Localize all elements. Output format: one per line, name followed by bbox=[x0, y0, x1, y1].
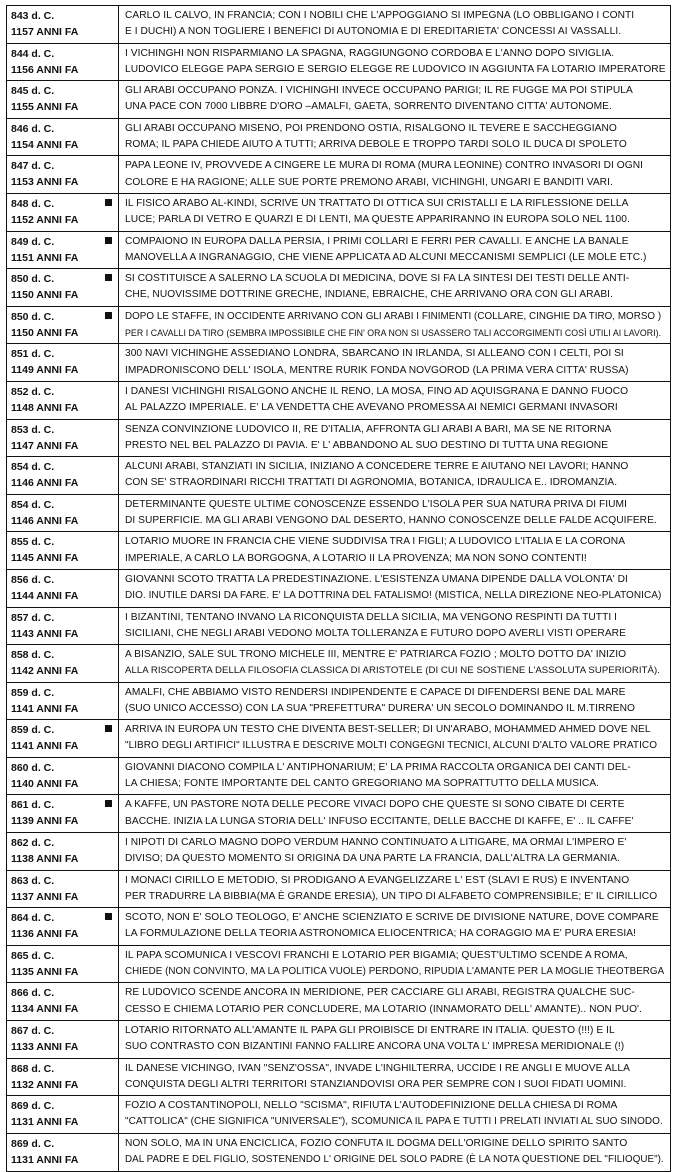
year-label: 865 d. C. bbox=[11, 949, 55, 962]
years-ago-label: 1140 ANNI FA bbox=[11, 777, 79, 790]
event-text-cell bbox=[119, 983, 670, 1020]
year-label: 864 d. C. bbox=[11, 912, 55, 925]
year-label: 859 d. C. bbox=[11, 724, 55, 737]
event-text-cell bbox=[119, 457, 670, 494]
years-ago-label: 1151 ANNI FA bbox=[11, 251, 79, 264]
years-ago-label: 1134 ANNI FA bbox=[11, 1003, 79, 1016]
year-label: 849 d. C. bbox=[11, 235, 55, 248]
timeline-row bbox=[7, 833, 670, 871]
square-bullet-icon bbox=[105, 800, 112, 807]
years-ago-label: 1153 ANNI FA bbox=[11, 176, 79, 189]
years-ago-label: 1150 ANNI FA bbox=[11, 326, 79, 339]
date-cell bbox=[7, 1059, 119, 1096]
date-cell bbox=[7, 683, 119, 720]
years-ago-label: 1138 ANNI FA bbox=[11, 853, 79, 866]
date-cell bbox=[7, 344, 119, 381]
years-ago-label: 1142 ANNI FA bbox=[11, 665, 79, 678]
event-line-1: SI COSTITUISCE A SALERNO LA SCUOLA DI MEDICINA, DOVE SI FA LA SINTESI DEI TESTI DELLE ANTI- bbox=[125, 273, 630, 285]
year-label: 862 d. C. bbox=[11, 837, 55, 850]
date-cell bbox=[7, 795, 119, 832]
timeline-row bbox=[7, 156, 670, 194]
year-label: 850 d. C. bbox=[11, 273, 55, 286]
timeline-table bbox=[6, 5, 671, 1172]
year-label: 854 d. C. bbox=[11, 498, 55, 511]
event-line-2: BACCHE. INIZIA LA LUNGA STORIA DELL' INFUSO ECCITANTE, DELLE BACCHE DI KAFFE, E' .. IL CAFFE' bbox=[125, 815, 634, 827]
square-bullet-icon bbox=[105, 312, 112, 319]
event-line-1: A KAFFE, UN PASTORE NOTA DELLE PECORE VIVACI DOPO CHE QUESTE SI SONO CIBATE DI CERTE bbox=[125, 799, 625, 811]
event-line-1: I DANESI VICHINGHI RISALGONO ANCHE IL RENO, LA MOSA, FINO AD AQUISGRANA E DANNO FUOCO bbox=[125, 385, 629, 397]
timeline-row bbox=[7, 344, 670, 382]
years-ago-label: 1154 ANNI FA bbox=[11, 138, 79, 151]
date-cell bbox=[7, 833, 119, 870]
year-label: 867 d. C. bbox=[11, 1025, 55, 1038]
timeline-row bbox=[7, 720, 670, 758]
date-cell bbox=[7, 6, 119, 43]
timeline-row bbox=[7, 1021, 670, 1059]
event-line-1: AMALFI, CHE ABBIAMO VISTO RENDERSI INDIPENDENTE E CAPACE DI DIFENDERSI BENE DAL MARE bbox=[125, 686, 626, 698]
event-text-cell bbox=[119, 532, 670, 569]
years-ago-label: 1146 ANNI FA bbox=[11, 514, 79, 527]
event-line-2: LA CHIESA; FONTE IMPORTANTE DEL CANTO GREGORIANO MA SOPRATTUTTO DELLA MUSICA. bbox=[125, 778, 600, 790]
event-line-2: "LIBRO DEGLI ARTIFICI" ILLUSTRA E DESCRIVE MOLTI CONGEGNI TECNICI, ALCUNI D'ALTO VALORE PRATICO bbox=[125, 740, 658, 752]
years-ago-label: 1149 ANNI FA bbox=[11, 364, 79, 377]
event-line-1: A BISANZIO, SALE SUL TRONO MICHELE III, MENTRE E' PATRIARCA FOZIO ; MOLTO DOTTO DA' INIZIO bbox=[125, 649, 627, 661]
timeline-row bbox=[7, 871, 670, 909]
timeline-row bbox=[7, 44, 670, 82]
event-line-1: LOTARIO MUORE IN FRANCIA CHE VIENE SUDDIVISA TRA I FIGLI; A LUDOVICO L'ITALIA E LA CORONA bbox=[125, 536, 626, 548]
year-label: 854 d. C. bbox=[11, 461, 55, 474]
event-line-2: PER TRADURRE LA BIBBIA(MA È GRANDE ERESIA), UN TIPO DI ALFABETO COMPRENSIBILE; E' IL CIRILLICO bbox=[125, 890, 658, 902]
years-ago-label: 1133 ANNI FA bbox=[11, 1041, 79, 1054]
timeline-row bbox=[7, 758, 670, 796]
event-text-cell bbox=[119, 81, 670, 118]
date-cell bbox=[7, 946, 119, 983]
event-line-1: SCOTO, NON E' SOLO TEOLOGO, E' ANCHE SCIENZIATO E SCRIVE DE DIVISIONE NATURE, DOVE COMPARE bbox=[125, 912, 659, 924]
event-line-2: PER I CAVALLI DA TIRO (SEMBRA IMPOSSIBILE CHE FIN' ORA NON SI USASSERO TALI ACCORGIMENTI COSÌ UTILI AI LAVORI). bbox=[125, 327, 662, 338]
timeline-row bbox=[7, 532, 670, 570]
event-text-cell bbox=[119, 232, 670, 269]
event-text-cell bbox=[119, 795, 670, 832]
event-text-cell bbox=[119, 758, 670, 795]
event-line-2: ALLA RISCOPERTA DELLA FILOSOFIA CLASSICA DI ARISTOTELE (DI CUI NE SOSTIENE L'ASSOLUTA SUPERIORITÀ). bbox=[125, 665, 660, 677]
event-text-cell bbox=[119, 269, 670, 306]
years-ago-label: 1143 ANNI FA bbox=[11, 627, 79, 640]
event-line-2: IMPADRONISCONO DELL' ISOLA, MENTRE RURIK FONDA NOVGOROD (LA PRIMA VERA CITTA' RUSSA) bbox=[125, 364, 629, 376]
date-cell bbox=[7, 269, 119, 306]
event-text-cell bbox=[119, 645, 670, 682]
date-cell bbox=[7, 232, 119, 269]
timeline-row bbox=[7, 570, 670, 608]
event-text-cell bbox=[119, 1059, 670, 1096]
event-line-1: I BIZANTINI, TENTANO INVANO LA RICONQUISTA DELLA SICILIA, MA VENGONO RESPINTI DA TUTTI I bbox=[125, 611, 617, 623]
event-line-2: LUCE; PARLA DI VETRO E QUARZI E DI LENTI, MA QUESTE APPARIRANNO IN EUROPA SOLO NEL 1100. bbox=[125, 214, 630, 226]
years-ago-label: 1152 ANNI FA bbox=[11, 213, 79, 226]
event-line-1: GIOVANNI DIACONO COMPILA L' ANTIPHONARIUM; E' LA PRIMA RACCOLTA ORGANICA DEI CANTI DEL- bbox=[125, 761, 631, 773]
years-ago-label: 1141 ANNI FA bbox=[11, 702, 79, 715]
years-ago-label: 1131 ANNI FA bbox=[11, 1116, 79, 1129]
event-line-1: GIOVANNI SCOTO TRATTA LA PREDESTINAZIONE. L'ESISTENZA UMANA DIPENDE DALLA VOLONTA' DI bbox=[125, 573, 628, 585]
event-text-cell bbox=[119, 44, 670, 81]
date-cell bbox=[7, 1134, 119, 1172]
event-line-2: COLORE E HA RAGIONE; ALLE SUE PORTE PREMONO ARABI, VICHINGHI, UNGARI E BANDITI VARI. bbox=[125, 176, 613, 188]
event-line-2: CHE, NUOVISSIME DOTTRINE GRECHE, INDIANE, EBRAICHE, CHE ARRIVANO ORA CON GLI ARABI. bbox=[125, 289, 613, 301]
event-text-cell bbox=[119, 156, 670, 193]
event-text-cell bbox=[119, 1021, 670, 1058]
years-ago-label: 1132 ANNI FA bbox=[11, 1078, 79, 1091]
year-label: 861 d. C. bbox=[11, 799, 55, 812]
year-label: 851 d. C. bbox=[11, 348, 55, 361]
event-text-cell bbox=[119, 833, 670, 870]
year-label: 859 d. C. bbox=[11, 686, 55, 699]
event-line-2: UNA PACE CON 7000 LIBBRE D'ORO –AMALFI, GAETA, SORRENTO DIVENTANO CITTA' AUTONOME. bbox=[125, 101, 612, 113]
years-ago-label: 1139 ANNI FA bbox=[11, 815, 79, 828]
timeline-row bbox=[7, 232, 670, 270]
event-line-2: IMPERIALE, A CARLO LA BORGOGNA, A LOTARIO II LA PROVENZA; MA NON SONO CONTENTI! bbox=[125, 552, 587, 564]
year-label: 853 d. C. bbox=[11, 423, 55, 436]
event-line-1: CARLO IL CALVO, IN FRANCIA; CON I NOBILI CHE L'APPOGGIANO SI IMPEGNA (LO OBBLIGANO I CONTI bbox=[125, 10, 635, 21]
year-label: 869 d. C. bbox=[11, 1100, 55, 1113]
year-label: 860 d. C. bbox=[11, 761, 55, 774]
event-text-cell bbox=[119, 307, 670, 344]
date-cell bbox=[7, 457, 119, 494]
event-line-2: AL PALAZZO IMPERIALE. E' LA VENDETTA CHE AVEVANO PROMESSA AI NEMICI GERMANI INVASORI bbox=[125, 402, 618, 414]
event-text-cell bbox=[119, 382, 670, 419]
timeline-row bbox=[7, 608, 670, 646]
event-text-cell bbox=[119, 194, 670, 231]
date-cell bbox=[7, 307, 119, 344]
year-label: 844 d. C. bbox=[11, 47, 55, 60]
event-line-2: DI SUPERFICIE. MA GLI ARABI VENGONO DAL DESERTO, HANNO CONOSCENZE DELLE FALDE ACQUIFERE. bbox=[125, 514, 657, 526]
event-text-cell bbox=[119, 344, 670, 381]
timeline-row bbox=[7, 119, 670, 157]
event-line-1: GLI ARABI OCCUPANO MISENO, POI PRENDONO OSTIA, RISALGONO IL TEVERE E SACCHEGGIANO bbox=[125, 122, 617, 134]
timeline-row bbox=[7, 194, 670, 232]
event-line-1: I MONACI CIRILLO E METODIO, SI PRODIGANO A EVANGELIZZARE L' EST (SLAVI E RUS) E INVENTANO bbox=[125, 874, 630, 886]
event-text-cell bbox=[119, 908, 670, 945]
event-text-cell bbox=[119, 608, 670, 645]
date-cell bbox=[7, 908, 119, 945]
years-ago-label: 1144 ANNI FA bbox=[11, 589, 79, 602]
year-label: 857 d. C. bbox=[11, 611, 55, 624]
event-text-cell bbox=[119, 871, 670, 908]
event-line-1: I VICHINGHI NON RISPARMIANO LA SPAGNA, RAGGIUNGONO CORDOBA E L'ANNO DOPO SIVIGLIA. bbox=[125, 47, 615, 59]
year-label: 866 d. C. bbox=[11, 987, 55, 1000]
years-ago-label: 1147 ANNI FA bbox=[11, 439, 79, 452]
event-line-1: RE LUDOVICO SCENDE ANCORA IN MERIDIONE, PER CACCIARE GLI ARABI, REGISTRA QUALCHE SUC- bbox=[125, 987, 635, 999]
event-line-2: CON SE' STRAORDINARI RICCHI TRATTATI DI AGRONOMIA, BOTANICA, IDRAULICA E.. IDROMANZIA. bbox=[125, 477, 618, 489]
square-bullet-icon bbox=[105, 237, 112, 244]
year-label: 843 d. C. bbox=[11, 10, 55, 22]
timeline-row bbox=[7, 457, 670, 495]
event-line-1: IL FISICO ARABO AL-KINDI, SCRIVE UN TRATTATO DI OTTICA SUI CRISTALLI E LA RIFLESSIONE DELLA bbox=[125, 197, 629, 209]
timeline-row bbox=[7, 1096, 670, 1134]
years-ago-label: 1146 ANNI FA bbox=[11, 477, 79, 490]
timeline-row bbox=[7, 81, 670, 119]
event-line-1: IL PAPA SCOMUNICA I VESCOVI FRANCHI E LOTARIO PER BIGAMIA; QUEST'ULTIMO SCENDE A ROMA, bbox=[125, 949, 628, 961]
event-line-1: SENZA CONVINZIONE LUDOVICO II, RE D'ITALIA, AFFRONTA GLI ARABI A BARI, MA SE NE RITORNA bbox=[125, 423, 612, 435]
year-label: 856 d. C. bbox=[11, 573, 55, 586]
years-ago-label: 1137 ANNI FA bbox=[11, 890, 79, 903]
years-ago-label: 1155 ANNI FA bbox=[11, 101, 79, 114]
year-label: 847 d. C. bbox=[11, 160, 55, 173]
event-line-2: DIO. INUTILE DARSI DA FARE. E' LA DOTTRINA DEL FATALISMO! (MISTICA, NELLA DIREZIONE NEO-PLATONICA) bbox=[125, 590, 662, 602]
year-label: 852 d. C. bbox=[11, 385, 55, 398]
event-line-2: DIVISO; DA QUESTO MOMENTO SI ORIGINA DA UNA PARTE LA FRANCIA, DALL'ALTRA LA GERMANIA. bbox=[125, 853, 620, 865]
timeline-row bbox=[7, 495, 670, 533]
date-cell bbox=[7, 495, 119, 532]
event-line-1: DETERMINANTE QUESTE ULTIME CONOSCENZE ESSENDO L'ISOLA PER SUA NATURA PRIVA DI FIUMI bbox=[125, 498, 627, 510]
event-line-1: ALCUNI ARABI, STANZIATI IN SICILIA, INIZIANO A CONCEDERE TERRE E AIUTANO NEI LAVORI; HANNO bbox=[125, 461, 629, 473]
timeline-row bbox=[7, 6, 670, 44]
date-cell bbox=[7, 44, 119, 81]
event-text-cell bbox=[119, 495, 670, 532]
date-cell bbox=[7, 532, 119, 569]
event-text-cell bbox=[119, 420, 670, 457]
event-text-cell bbox=[119, 683, 670, 720]
date-cell bbox=[7, 1021, 119, 1058]
event-text-cell bbox=[119, 119, 670, 156]
years-ago-label: 1150 ANNI FA bbox=[11, 289, 79, 302]
timeline-row bbox=[7, 269, 670, 307]
event-line-2: E I DUCHI) A NON TOGLIERE I BENEFICI DI AUTONOMIA E DI EREDITARIETA' CONCESSI AI VASSALLI. bbox=[125, 26, 622, 38]
event-line-1: 300 NAVI VICHINGHE ASSEDIANO LONDRA, SBARCANO IN IRLANDA, SI ALLEANO CON I CELTI, POI SI bbox=[125, 348, 624, 360]
square-bullet-icon bbox=[105, 725, 112, 732]
years-ago-label: 1131 ANNI FA bbox=[11, 1153, 79, 1166]
timeline-row bbox=[7, 946, 670, 984]
date-cell bbox=[7, 156, 119, 193]
date-cell bbox=[7, 608, 119, 645]
year-label: 855 d. C. bbox=[11, 536, 55, 549]
years-ago-label: 1141 ANNI FA bbox=[11, 740, 79, 753]
year-label: 869 d. C. bbox=[11, 1137, 55, 1150]
timeline-row bbox=[7, 1059, 670, 1097]
square-bullet-icon bbox=[105, 913, 112, 920]
years-ago-label: 1136 ANNI FA bbox=[11, 928, 79, 941]
date-cell bbox=[7, 871, 119, 908]
timeline-row bbox=[7, 795, 670, 833]
timeline-row bbox=[7, 645, 670, 683]
year-label: 846 d. C. bbox=[11, 122, 55, 135]
date-cell bbox=[7, 1096, 119, 1133]
year-label: 863 d. C. bbox=[11, 874, 55, 887]
square-bullet-icon bbox=[105, 199, 112, 206]
event-line-1: I NIPOTI DI CARLO MAGNO DOPO VERDUM HANNO CONTINUATO A LITIGARE, MA ORMAI L'IMPERO E' bbox=[125, 837, 627, 849]
event-line-2: PRESTO NEL BEL PALAZZO DI PAVIA. E' L' ABBANDONO AL SUO DESTINO DI TUTTA UNA REGIONE bbox=[125, 439, 609, 451]
event-line-1: IL DANESE VICHINGO, IVAN "SENZ'OSSA", INVADE L'INGHILTERRA, UCCIDE I RE ANGLI E MUOVE ALLA bbox=[125, 1062, 630, 1074]
event-line-2: LUDOVICO ELEGGE PAPA SERGIO E SERGIO ELEGGE RE LUDOVICO IN AGGIUNTA FA LOTARIO IMPERATORE bbox=[125, 63, 666, 75]
year-label: 848 d. C. bbox=[11, 197, 55, 210]
date-cell bbox=[7, 983, 119, 1020]
timeline-row bbox=[7, 683, 670, 721]
event-line-1: DOPO LE STAFFE, IN OCCIDENTE ARRIVANO CON GLI ARABI I FINIMENTI (COLLARE, CINGHIE DA TIRO, MORSO ) bbox=[125, 310, 662, 322]
date-cell bbox=[7, 570, 119, 607]
event-line-2: LA FORMULAZIONE DELLA TEORIA ASTRONOMICA ELIOCENTRICA; HA CORAGGIO MA E' PURA ERESIA! bbox=[125, 928, 636, 940]
year-label: 850 d. C. bbox=[11, 310, 55, 323]
event-text-cell bbox=[119, 1096, 670, 1133]
date-cell bbox=[7, 382, 119, 419]
event-text-cell bbox=[119, 946, 670, 983]
years-ago-label: 1145 ANNI FA bbox=[11, 552, 79, 565]
event-line-2: DAL PADRE E DEL FIGLIO, SOSTENENDO L' ORIGINE DEL SOLO PADRE (È LA NOTA QUESTIONE DEL "FILIOQUE"). bbox=[125, 1154, 664, 1166]
timeline-row bbox=[7, 1134, 670, 1172]
event-text-cell bbox=[119, 570, 670, 607]
years-ago-label: 1156 ANNI FA bbox=[11, 63, 79, 76]
date-cell bbox=[7, 758, 119, 795]
event-line-2: CONQUISTA DEGLI ALTRI TERRITORI STANZIANDOVISI ORA PER SEMPRE CON I SUOI FIDATI UOMINI. bbox=[125, 1078, 627, 1090]
year-label: 868 d. C. bbox=[11, 1062, 55, 1075]
timeline-row bbox=[7, 908, 670, 946]
event-line-2: MANOVELLA A INGRANAGGIO, CHE VIENE APPLICATA AD ALCUNI MECCANISMI SEMPLICI (LE MOLE ETC.) bbox=[125, 251, 647, 263]
event-line-1: COMPAIONO IN EUROPA DALLA PERSIA, I PRIMI COLLARI E FERRI PER CAVALLI. E ANCHE LA BANALE bbox=[125, 235, 629, 247]
date-cell bbox=[7, 81, 119, 118]
timeline-row bbox=[7, 983, 670, 1021]
years-ago-label: 1135 ANNI FA bbox=[11, 965, 79, 978]
event-line-1: PAPA LEONE IV, PROVVEDE A CINGERE LE MURA DI ROMA (MURA LEONINE) CONTRO INVASORI DI OGNI bbox=[125, 160, 644, 172]
event-line-2: "CATTOLICA" (CHE SIGNIFICA "UNIVERSALE"), SCOMUNICA IL PAPA E TUTTI I PRELATI INVIATI AL SUO SINODO. bbox=[125, 1116, 663, 1128]
date-cell bbox=[7, 119, 119, 156]
event-line-2: CESSO E CHIEMA LOTARIO PER CONCLUDERE, MA LOTARIO (INNAMORATO DELL' AMANTE).. NON PUO'. bbox=[125, 1003, 642, 1015]
event-line-2: SUO CONTRASTO CON BIZANTINI FANNO FALLIRE ANCORA UNA VOLTA L' IMPRESA MERIDIONALE (!) bbox=[125, 1041, 625, 1053]
event-line-2: SICILIANI, CHE NEGLI ARABI VEDONO MOLTA TOLLERANZA E FUTURO DOPO AVERLI VISTI OPERARE bbox=[125, 627, 626, 639]
event-line-2: (SUO UNICO ACCESSO) CON LA SUA "PREFETTURA" DURERA' UN SECOLO DOMINANDO IL M.TIRRENO bbox=[125, 702, 635, 714]
event-text-cell bbox=[119, 1134, 670, 1172]
timeline-row bbox=[7, 307, 670, 345]
event-line-1: FOZIO A COSTANTINOPOLI, NELLO "SCISMA", RIFIUTA L'AUTODEFINIZIONE DELLA CHIESA DI ROMA bbox=[125, 1100, 618, 1112]
event-line-1: GLI ARABI OCCUPANO PONZA. I VICHINGHI INVECE OCCUPANO PARIGI; IL RE FUGGE MA POI STIPULA bbox=[125, 85, 633, 97]
date-cell bbox=[7, 420, 119, 457]
event-text-cell bbox=[119, 6, 670, 43]
square-bullet-icon bbox=[105, 274, 112, 281]
event-line-2: CHIEDE (NON CONVINTO, MA LA POLITICA VUOLE) PERDONO, RIPUDIA L'AMANTE PER LA MOGLIE THEOTBERGA bbox=[125, 966, 665, 978]
event-line-1: NON SOLO, MA IN UNA ENCICLICA, FOZIO CONFUTA IL DOGMA DELL'ORIGINE DELLO SPIRITO SANTO bbox=[125, 1137, 628, 1149]
event-line-1: LOTARIO RITORNATO ALL'AMANTE IL PAPA GLI PROIBISCE DI ENTRARE IN ITALIA. QUESTO (!!!) E IL bbox=[125, 1025, 615, 1037]
years-ago-label: 1148 ANNI FA bbox=[11, 401, 79, 414]
date-cell bbox=[7, 720, 119, 757]
years-ago-label: 1157 ANNI FA bbox=[11, 26, 79, 38]
year-label: 858 d. C. bbox=[11, 649, 55, 662]
date-cell bbox=[7, 194, 119, 231]
event-line-1: ARRIVA IN EUROPA UN TESTO CHE DIVENTA BEST-SELLER; DI UN'ARABO, MOHAMMED AHMED DOVE NEL bbox=[125, 724, 651, 736]
event-text-cell bbox=[119, 720, 670, 757]
timeline-row bbox=[7, 420, 670, 458]
date-cell bbox=[7, 645, 119, 682]
event-line-2: ROMA; IL PAPA CHIEDE AIUTO A TUTTI; ARRIVA DEBOLE E TROPPO TARDI SOLO IL DUCA DI SPOLETO bbox=[125, 138, 627, 150]
year-label: 845 d. C. bbox=[11, 85, 55, 98]
timeline-row bbox=[7, 382, 670, 420]
